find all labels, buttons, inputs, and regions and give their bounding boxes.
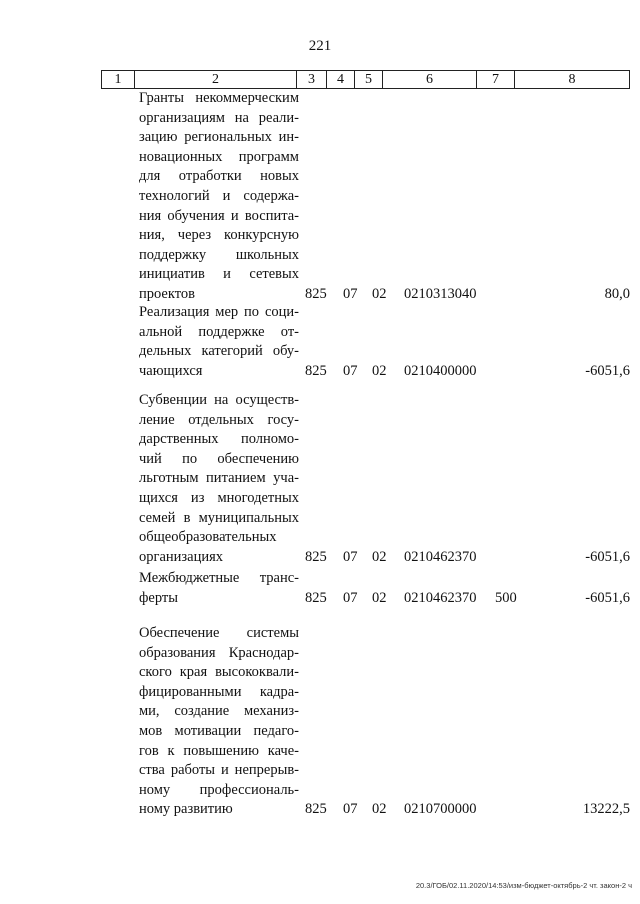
row-amount: 80,0: [604, 286, 630, 302]
row-subsection-code: 02: [372, 548, 387, 565]
row-section-code: 07: [343, 286, 358, 302]
row-subsection-code: 02: [372, 589, 387, 606]
row-name-line: инициатив и сетевых: [139, 266, 299, 283]
row-name: [139, 391, 299, 567]
row-name-line: образования Краснодар-: [139, 644, 299, 661]
row-target-article: 0210462370: [404, 548, 477, 565]
row-name-line: чающихся: [139, 362, 203, 379]
row-name-line: ному развитию: [139, 801, 233, 818]
row-target-article: 0210313040: [404, 286, 477, 302]
row-name-line: поддержку школьных: [139, 246, 299, 263]
page-number: 221: [308, 38, 332, 54]
row-subsection-code: 02: [372, 362, 387, 379]
row-name: [139, 569, 299, 608]
row-name-line: Гранты некоммерческим: [139, 90, 299, 106]
row-admin-code: 825: [305, 362, 327, 379]
row-name-line: ства работы и непрерыв-: [139, 762, 299, 779]
row-name-line: общеобразовательных: [139, 529, 277, 546]
row-section-code: 07: [343, 548, 358, 565]
header-col-3: 3: [297, 71, 327, 88]
row-name-line: Межбюджетные транс-: [139, 570, 299, 586]
row-name-line: чий по обеспечению: [139, 450, 299, 467]
header-col-5: 5: [355, 71, 383, 88]
row-name-line: ния, через конкурсную: [139, 227, 299, 244]
row-subsection-code: 02: [372, 286, 387, 302]
header-col-1: 1: [102, 71, 135, 88]
row-name-line: льготным питанием уча-: [139, 470, 299, 487]
row-section-code: 07: [343, 589, 358, 606]
row-name-line: фицированными кадра-: [139, 683, 299, 700]
row-name-line: ми, создание механиз-: [139, 703, 299, 720]
row-name-line: ному профессиональ-: [139, 781, 299, 798]
row-amount: -6051,6: [585, 362, 630, 379]
header-col-7: 7: [477, 71, 515, 88]
row-name-line: ферты: [139, 589, 178, 606]
row-name-line: ление отдельных госу-: [139, 411, 299, 428]
row-name-line: технологий и содержа-: [139, 187, 299, 204]
row-name-line: Субвенции на осуществ-: [139, 392, 299, 408]
row-name-line: дельных категорий обу-: [139, 343, 299, 360]
footer-stamp: 20.3/ГОБ/02.11.2020/14:53/изм-бюджет-октябрь-2 чт. закон-2 ч: [415, 881, 632, 890]
row-name-line: гов к повышению каче-: [139, 742, 299, 759]
row-name-line: для отработки новых: [139, 168, 299, 185]
header-col-8: 8: [568, 72, 576, 87]
row-admin-code: 825: [305, 548, 327, 565]
row-name-line: зацию региональных ин-: [139, 129, 299, 146]
row-target-article: 0210700000: [404, 801, 477, 818]
row-name-line: проектов: [139, 285, 195, 302]
row-name: [139, 624, 299, 820]
row-name-line: ского края высококвали-: [139, 664, 299, 681]
row-name-line: организациях: [139, 548, 224, 565]
row-name-line: новационных программ: [139, 148, 299, 165]
row-name-line: семей в муниципальных: [139, 509, 299, 526]
row-expense-type: 500: [495, 589, 517, 606]
row-amount: 13222,5: [582, 801, 630, 818]
row-name: [139, 89, 299, 305]
row-target-article: 0210462370: [404, 589, 477, 606]
row-amount: -6051,6: [585, 548, 630, 565]
row-name-line: Обеспечение системы: [139, 625, 299, 641]
row-section-code: 07: [343, 362, 358, 379]
row-admin-code: 825: [305, 801, 327, 818]
row-name-line: Реализация мер по соци-: [139, 304, 299, 320]
row-target-article: 0210400000: [404, 362, 477, 379]
header-col-2: 2: [135, 71, 297, 88]
row-admin-code: 825: [305, 589, 327, 606]
table-header: [101, 70, 630, 89]
row-name-line: ния обучения и воспита-: [139, 207, 299, 224]
row-name-line: щихся из многодетных: [139, 489, 299, 506]
row-name-line: мов мотивации педаго-: [139, 722, 299, 739]
header-col-6: 6: [383, 71, 477, 88]
row-amount: -6051,6: [585, 589, 630, 606]
row-name-line: альной поддержке от-: [139, 323, 299, 340]
row-section-code: 07: [343, 801, 358, 818]
header-col-4: 4: [327, 71, 355, 88]
row-name: [139, 303, 299, 381]
row-name-line: организациям на реали-: [139, 109, 299, 126]
row-subsection-code: 02: [372, 801, 387, 818]
row-admin-code: 825: [305, 286, 327, 302]
row-name-line: дарственных полномо-: [139, 431, 299, 448]
